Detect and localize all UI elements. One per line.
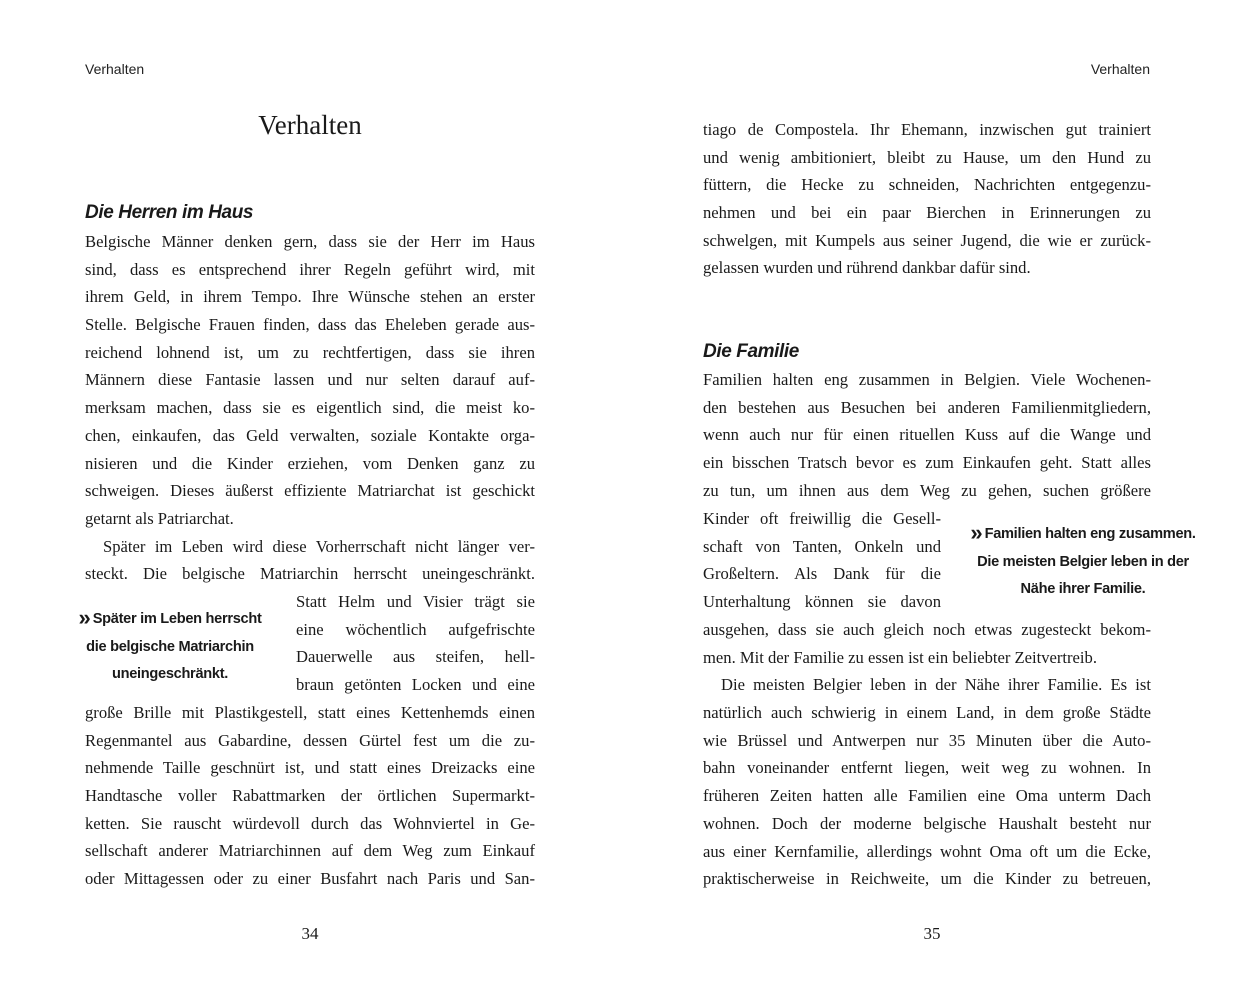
text-line: wohnen. Doch der moderne belgische Haushalt besteht nur <box>703 813 1151 833</box>
pull-quote-line: uneingeschränkt. <box>111 666 229 683</box>
page-number: 34 <box>301 924 319 943</box>
left-page <box>0 0 617 1000</box>
text-line: praktischerweise in Reichweite, um die Kinder zu betreuen, <box>703 869 1151 889</box>
section-title: Die Herren im Haus <box>85 202 254 223</box>
text-line: wenn auch nur für einen rituellen Kuss auf die Wange und <box>703 425 1151 445</box>
text-line: Belgische Männer denken gern, dass sie der Herr im Haus <box>85 232 535 251</box>
text-line: Großeltern. Als Dank für die <box>703 564 941 584</box>
text-line: aus einer Kernfamilie, allerdings wohnt Oma oft um die Ecke, <box>703 841 1151 861</box>
text-line: zu tun, um ihnen aus dem Weg zu gehen, suchen größere <box>703 480 1151 500</box>
text-line: füttern, die Hecke zu schneiden, Nachrichten entgegenzu- <box>703 175 1151 195</box>
pull-quote-line: » Familien halten eng zusammen. <box>970 520 1196 545</box>
text-line: schweigen. Dieses äußerst effiziente Matriarchat ist geschickt <box>85 481 535 501</box>
text-line: Familien halten eng zusammen in Belgien. Viele Wochenen- <box>703 370 1151 389</box>
text-line: nehmende Taille geschnürt ist, und statt eines Dreizacks eine <box>85 758 535 778</box>
text-line: sind, dass es entsprechend ihrer Regeln geführt wird, mit <box>85 259 535 279</box>
text-line: Stelle. Belgische Frauen finden, dass das Eheleben gerade aus- <box>85 315 535 335</box>
text-line: steckt. Die belgische Matriarchin herrscht uneingeschränkt. <box>85 564 535 584</box>
text-line: Regenmantel aus Gabardine, dessen Gürtel fest um die zu- <box>85 730 535 750</box>
text-line: tiago de Compostela. Ihr Ehemann, inzwischen gut trainiert <box>703 120 1151 139</box>
paragraph-herren-2 <box>85 699 535 893</box>
pull-quote-line: Die meisten Belgier leben in der <box>977 553 1189 570</box>
text-line: men. Mit der Familie zu essen ist ein beliebter Zeitvertreib. <box>703 647 1097 667</box>
text-line: chen, einkaufen, das Geld verwalten, soziale Kontakte orga- <box>85 425 535 445</box>
text-line: Die meisten Belgier leben in der Nähe ihrer Familie. Es ist <box>721 675 1151 695</box>
paragraph-side-text <box>296 588 535 699</box>
paragraph-herren-1 <box>85 228 535 588</box>
text-line: getarnt als Patriarchat. <box>85 508 234 528</box>
text-line: Kinder oft freiwillig die Gesell- <box>703 509 941 528</box>
text-line: braun getönten Locken und eine <box>296 675 535 695</box>
chapter-title: Verhalten <box>258 110 362 140</box>
text-line: ein bisschen Tratsch bevor es zum Einkaufen geht. Statt alles <box>703 453 1151 473</box>
pull-quote-line: Nähe ihrer Familie. <box>1020 581 1146 598</box>
text-line: gelassen wurden und rührend dankbar dafür sind. <box>703 258 1031 278</box>
text-line: Handtasche voller Rabattmarken der örtlichen Supermarkt- <box>85 786 535 806</box>
text-line: Dauerwelle aus steifen, hell- <box>296 647 535 667</box>
text-line: Männern diese Fantasie lassen und nur selten darauf auf- <box>85 370 535 390</box>
text-line: Unterhaltung können sie davon <box>703 592 941 612</box>
paragraph-familie-1 <box>703 366 1151 504</box>
text-line: schwelgen, mit Kumpels aus seiner Jugend, die wie er zurück- <box>703 230 1151 250</box>
right-page <box>618 0 1235 1000</box>
running-header: Verhalten <box>1090 61 1150 77</box>
text-line: oder Mittagessen oder zu einer Busfahrt nach Paris und San- <box>85 869 535 889</box>
chevron-right-icon: » <box>970 520 977 545</box>
text-line: nisieren und die Kinder erziehen, vom Denken ganz zu <box>85 453 535 473</box>
text-line: schaft von Tanten, Onkeln und <box>703 536 941 556</box>
running-header: Verhalten <box>85 61 145 77</box>
pull-quote-line: die belgische Matriarchin <box>86 638 254 655</box>
pull-quote <box>70 604 270 689</box>
text-line: wie Brüssel und Antwerpen nur 35 Minuten über die Auto- <box>703 730 1151 750</box>
text-line: Statt Helm und Visier trägt sie <box>296 592 535 611</box>
text-line: und wenig ambitioniert, bleibt zu Hause, um den Hund zu <box>703 147 1151 167</box>
section-title: Die Familie <box>703 341 799 362</box>
text-line: große Brille mit Plastikgestell, statt eines Kettenhemds einen <box>85 703 535 722</box>
pull-quote <box>958 519 1208 604</box>
paragraph-continuation <box>703 116 1151 282</box>
text-line: ketten. Sie rauscht würdevoll durch das Wohnviertel in Ge- <box>85 813 535 833</box>
paragraph-side-text <box>703 505 941 616</box>
text-line: nehmen und bei ein paar Bierchen in Erinnerungen zu <box>703 203 1151 223</box>
page-number: 35 <box>923 924 941 943</box>
text-line: Später im Leben wird diese Vorherrschaft nicht länger ver- <box>103 536 535 556</box>
chevron-right-icon: » <box>78 605 85 630</box>
text-line: den bestehen aus Besuchen bei anderen Familienmitgliedern, <box>703 397 1151 417</box>
paragraph-familie-1-end <box>703 616 1151 893</box>
text-line: ihrem Geld, in ihrem Tempo. Ihre Wünsche stehen an erster <box>85 287 535 307</box>
text-line: natürlich auch schwierig in einem Land, in dem große Städte <box>703 703 1151 723</box>
text-line: merksam machen, dass sie es eigentlich sind, die meist ko- <box>85 398 535 418</box>
text-line: bahn voneinander entfernt liegen, weit weg zu wohnen. In <box>703 758 1151 778</box>
pull-quote-line: » Später im Leben herrscht <box>78 605 262 630</box>
text-line: sellschaft anderer Matriarchinnen auf dem Weg zum Einkauf <box>85 841 535 861</box>
text-line: reichend lohnend ist, um zu rechtfertigen, dass sie ihren <box>85 342 535 362</box>
text-line: ausgehen, dass sie auch gleich noch etwas zugesteckt bekom- <box>703 620 1151 639</box>
text-line: früheren Zeiten hatten alle Familien eine Oma unterm Dach <box>703 786 1151 806</box>
text-line: eine wöchentlich aufgefrischte <box>296 619 535 639</box>
